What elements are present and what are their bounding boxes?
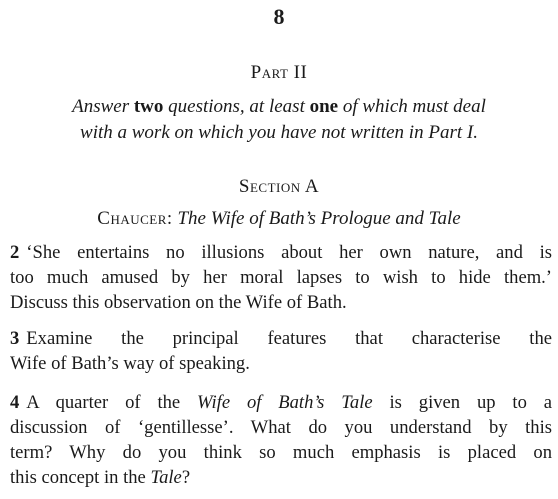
part-heading: Part II [250, 62, 308, 83]
instructions-emphasis-two: two [133, 96, 164, 117]
instructions [30, 94, 528, 146]
question-italic-title: Wife of Bath’s Tale [197, 392, 373, 413]
question-number: 3 [10, 328, 20, 349]
section-heading: Section A [238, 176, 320, 197]
question-line: Wife of Bath’s way of speaking. [10, 353, 250, 374]
instructions-line-2: with a work on which you have not written in Part I. [80, 122, 478, 143]
question-line: discussion of ‘gentillesse’. What do you understand by this [10, 417, 552, 438]
question-line: too much amused by her moral lapses to wish to hide them.’ [10, 267, 552, 288]
question-number: 2 [10, 242, 20, 263]
question-4 [10, 390, 552, 490]
question-text: Examine the principal features that characterise the [26, 328, 552, 349]
question-line [10, 465, 552, 490]
question-line: term? Why do you think so much emphasis is placed on [10, 442, 552, 463]
instructions-text: Answer [72, 96, 134, 117]
question-text: A quarter of the [26, 392, 198, 413]
instructions-emphasis-one: one [309, 96, 339, 117]
question-text: ? [181, 467, 191, 488]
author-name: Chaucer: [97, 208, 173, 229]
question-text: is given up to a [372, 392, 552, 413]
question-2 [10, 240, 552, 315]
work-title: The Wife of Bath’s Prologue and Tale [177, 208, 461, 229]
question-line [10, 390, 552, 415]
instructions-line-1 [30, 94, 528, 120]
instructions-text: questions, at least [163, 96, 310, 117]
question-line [10, 326, 552, 351]
question-italic-title: Tale [150, 467, 182, 488]
question-3 [10, 326, 552, 376]
question-line: Discuss this observation on the Wife of Bath. [10, 292, 347, 313]
instructions-text: of which must deal [338, 96, 486, 117]
question-number: 4 [10, 392, 20, 413]
set-text-heading [0, 208, 558, 230]
question-text: this concept in the [10, 467, 151, 488]
question-line [10, 240, 552, 265]
question-text: ‘She entertains no illusions about her own nature, and is [26, 242, 552, 263]
page-number: 8 [273, 4, 285, 29]
